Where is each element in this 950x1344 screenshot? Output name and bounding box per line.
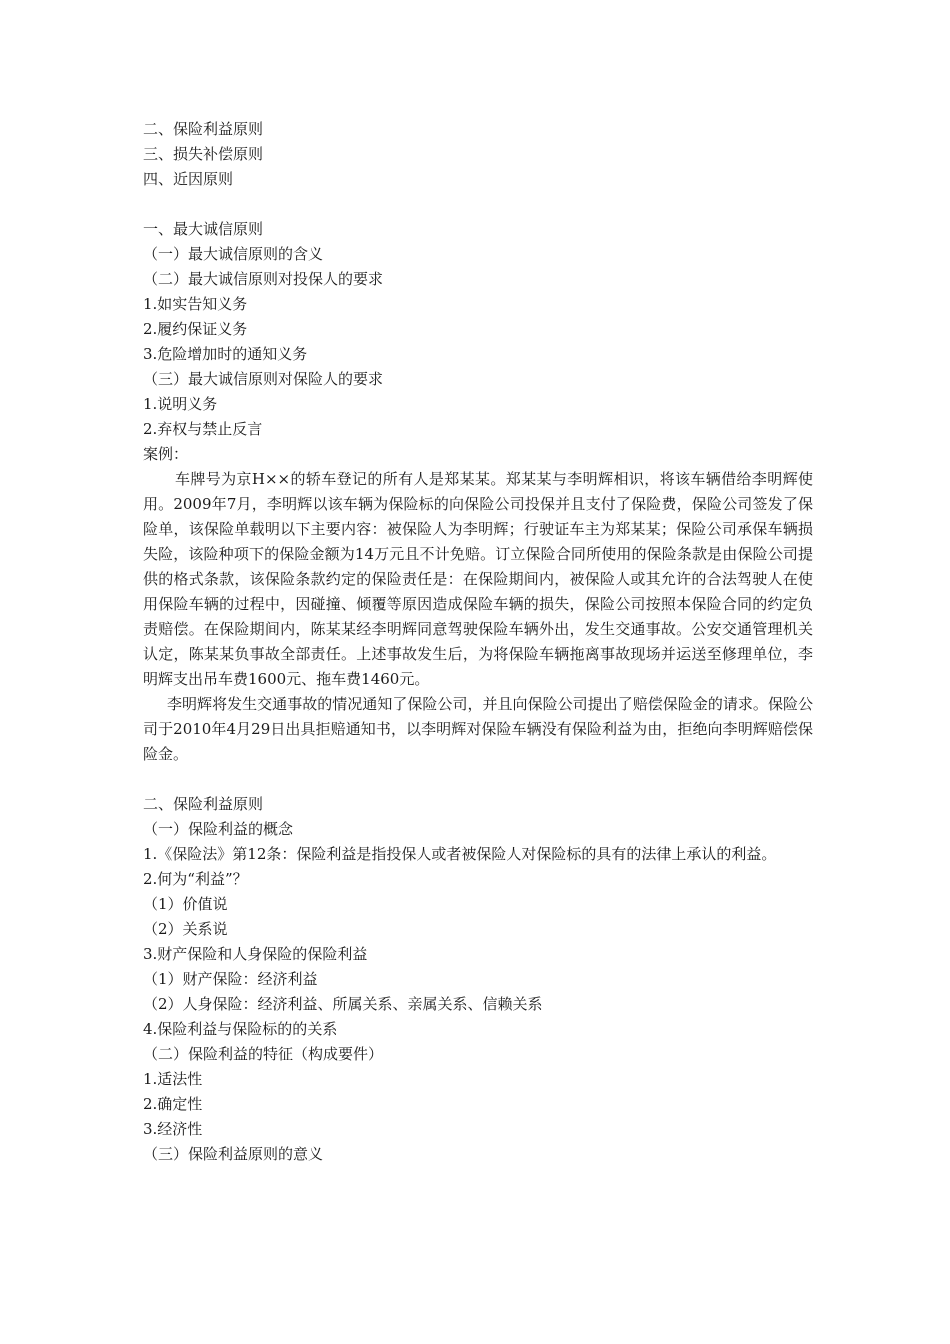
- list-item: 3.财产保险和人身保险的保险利益: [143, 945, 368, 963]
- list-item: （二）保险利益的特征（构成要件）: [143, 1045, 384, 1063]
- list-item: 1.《保险法》第12条：保险利益是指投保人或者被保险人对保险标的具有的法律上承认的利益。: [143, 845, 777, 863]
- case-paragraph: 车牌号为京H××的轿车登记的所有人是郑某某。郑某某与李明辉相识，将该车辆借给李明辉使用。2009年7月，李明辉以该车辆为保险标的向保险公司投保并且支付了保险费，保险公司签发了保险单，该保险单载明以下主要内容：被保险人为李明辉；行驶证车主为郑某某；保险公司承保车辆损失险，该险种项下的保险金额为14万元且不计免赔。订立保险合同所使用的保险条款是由保险公司提供的格式条款，该保险条款约定的保险责任是：在保险期间内，被保险人或其允许的合法驾驶人在使用保险车辆的过程中，因碰撞、倾覆等原因造成保险车辆的损失，保险公司按照本保险合同的约定负责赔偿。在保险期间内，陈某某经李明辉同意驾驶保险车辆外出，发生交通事故。公安交通管理机关认定，陈某某负事故全部责任。上述事故发生后，为将保险车辆拖离事故现场并运送至修理单位，李明辉支出吊车费1600元、拖车费1460元。: [143, 470, 813, 688]
- list-item: 3.经济性: [143, 1120, 203, 1138]
- list-item: （三）最大诚信原则对保险人的要求: [143, 370, 384, 388]
- case-paragraph: 李明辉将发生交通事故的情况通知了保险公司，并且向保险公司提出了赔偿保险金的请求。保险公司于2010年4月29日出具拒赔通知书，以李明辉对保险车辆没有保险利益为由，拒绝向李明辉赔偿保险金。: [143, 695, 813, 763]
- section-heading: 二、保险利益原则: [143, 795, 264, 813]
- document-body: [143, 117, 813, 1167]
- list-item: 1.说明义务: [143, 395, 218, 413]
- list-item: （二）最大诚信原则对投保人的要求: [143, 270, 384, 288]
- list-item: （一）保险利益的概念: [143, 820, 294, 838]
- list-item: （一）最大诚信原则的含义: [143, 245, 324, 263]
- list-item: （三）保险利益原则的意义: [143, 1145, 324, 1163]
- list-item: （2）人身保险：经济利益、所属关系、亲属关系、信赖关系: [143, 995, 543, 1013]
- list-item: （1）价值说: [143, 895, 228, 913]
- case-label: 案例：: [143, 445, 189, 463]
- list-item: 4.保险利益与保险标的的关系: [143, 1020, 338, 1038]
- outline-item: 四、近因原则: [143, 170, 234, 188]
- case-study: [143, 467, 813, 767]
- list-item: 2.履约保证义务: [143, 320, 248, 338]
- list-item: 2.弃权与禁止反言: [143, 420, 263, 438]
- list-item: 1.适法性: [143, 1070, 203, 1088]
- spacer: [143, 192, 813, 217]
- list-item: （2）关系说: [143, 920, 228, 938]
- list-item: 2.确定性: [143, 1095, 203, 1113]
- list-item: 3.危险增加时的通知义务: [143, 345, 308, 363]
- spacer: [143, 767, 813, 792]
- list-item: （1）财产保险：经济利益: [143, 970, 318, 988]
- list-item: 2.何为“利益”？: [143, 870, 248, 888]
- outline-item: 三、损失补偿原则: [143, 145, 264, 163]
- outline-item: 二、保险利益原则: [143, 120, 264, 138]
- section-heading: 一、最大诚信原则: [143, 220, 264, 238]
- list-item: 1.如实告知义务: [143, 295, 248, 313]
